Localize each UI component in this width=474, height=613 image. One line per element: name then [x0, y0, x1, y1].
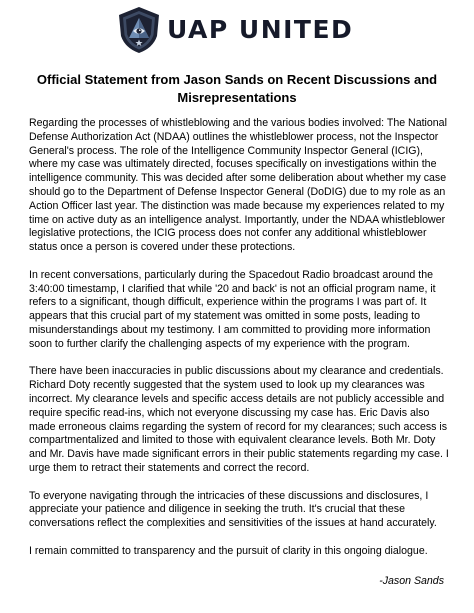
brand-name: UAP UNITED [167, 15, 354, 44]
paragraph-inaccuracies: There have been inaccuracies in public discussions about my clearance and credentials. Richard Doty recently suggested that the system used to look up my clearances was incorrect. My clearance levels and specific access details are not publicly accessible and require specific read-ins, which not everyone discussing my case has. Eric Davis also made erroneous claims regarding the system of record for my clearances; such access is compartmentalized and limited to those with equivalent clearance levels. Both Mr. Doty and Mr. Davis have made significant errors in their public statements regarding my case. I urge them to retract their statements and correct the record. [29, 365, 449, 474]
document-body [29, 117, 449, 572]
signature: -Jason Sands [379, 575, 444, 587]
paragraph-whistleblower-process: Regarding the processes of whistleblowing and the various bodies involved: The National Defense Authorization Act (NDAA) outlines the whistleblower process, not the Inspector General's process. The role of the Intelligence Community Inspector General (ICIG), where my case was ultimately directed, focuses specifically on investigations within the intelligence community. This was decided after some deliberation about whether my case should go to the Department of Defense Inspector General (DoDIG) due to my role as an Action Officer last year. The distinction was made because my experiences related to my time on active duty as an intelligence analyst. Importantly, under the NDAA whistleblower legislative protections, the ICIG process does not confer any additional whistleblower status once a person is covered under these protections. [29, 117, 447, 254]
document-title: Official Statement from Jason Sands on Recent Discussions and Misrepresentations [36, 72, 438, 105]
paragraph-appreciation: To everyone navigating through the intricacies of these discussions and disclosures, I appreciate your patience and diligence in seeking the truth. It's crucial that these conversations reflect the complexities and sensitivities of the issues at hand accurately. [29, 489, 437, 530]
header [0, 6, 474, 54]
paragraph-recent-conversations: In recent conversations, particularly during the Spacedout Radio broadcast around the 3:40:00 timestamp, I clarified that while '20 and back' is not an official program name, it refers to a significant, though difficult, experience within the programs I was part of. It appears that this crucial part of my statement was omitted in some posts, leading to misunderstandings about my testimony. I am committed to providing more information soon to further clarify the challenging aspects of my experience with the program. [29, 268, 436, 350]
eye-pyramid-shield-icon [117, 6, 161, 54]
paragraph-commitment: I remain committed to transparency and the pursuit of clarity in this ongoing dialogue. [29, 544, 428, 557]
